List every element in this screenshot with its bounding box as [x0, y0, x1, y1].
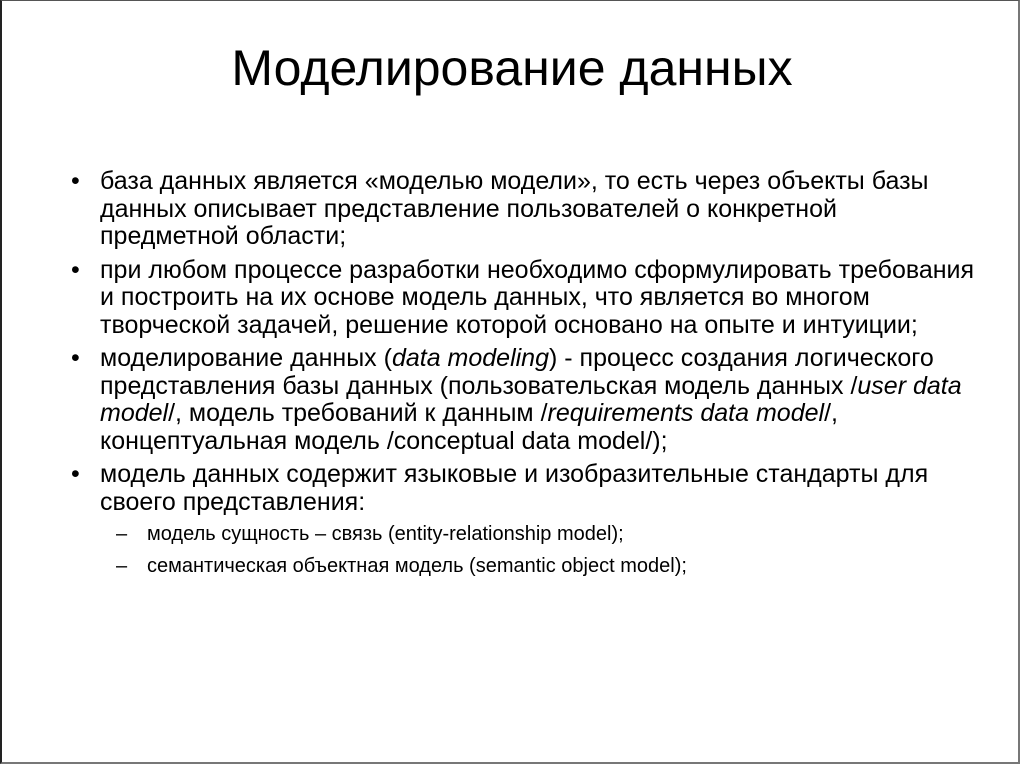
bullet-item [60, 168, 980, 251]
bullet-text: при любом процессе разработки необходимо сформулировать требования и построить на их основе модель данных, что является во многом творческой задачей, решение которой основано на опыте и интуиции; [100, 255, 975, 339]
dash-icon: – [116, 523, 128, 545]
bullet-icon: • [71, 167, 80, 195]
text-segment: /, концептуальная модель /conceptual data model/); [100, 399, 838, 455]
text-segment: моделирование данных ( [100, 344, 392, 372]
sub-item-text: семантическая объектная модель (semantic object model); [147, 555, 687, 577]
bullet-icon: • [71, 460, 80, 488]
bullet-icon: • [71, 255, 80, 284]
bullet-item [60, 345, 980, 455]
italic-term: data modeling [391, 344, 549, 372]
bullet-item [60, 461, 980, 516]
italic-term: user data model [100, 371, 962, 427]
slide-title: Моделирование данных [231, 40, 793, 96]
dash-icon: – [116, 555, 128, 577]
bullet-list [60, 168, 980, 586]
bullet-item [60, 257, 980, 340]
bullet-text [100, 344, 962, 455]
sub-item [60, 554, 980, 578]
text-segment: ) - процесс создания логического представления базы данных (пользовательская модель данных / [100, 344, 934, 400]
bullet-text: база данных является «моделью модели», то есть через объекты базы данных описывает представление пользователей о конкретной предметной области; [100, 167, 929, 250]
text-segment: /, модель требований к данным / [168, 399, 548, 427]
italic-term: requirements data model [547, 399, 825, 427]
bullet-icon: • [71, 344, 80, 372]
bullet-text: модель данных содержит языковые и изобразительные стандарты для своего представления: [100, 460, 929, 516]
sub-item [60, 522, 980, 546]
sub-item-text: модель сущность – связь (entity-relationship model); [147, 523, 624, 545]
